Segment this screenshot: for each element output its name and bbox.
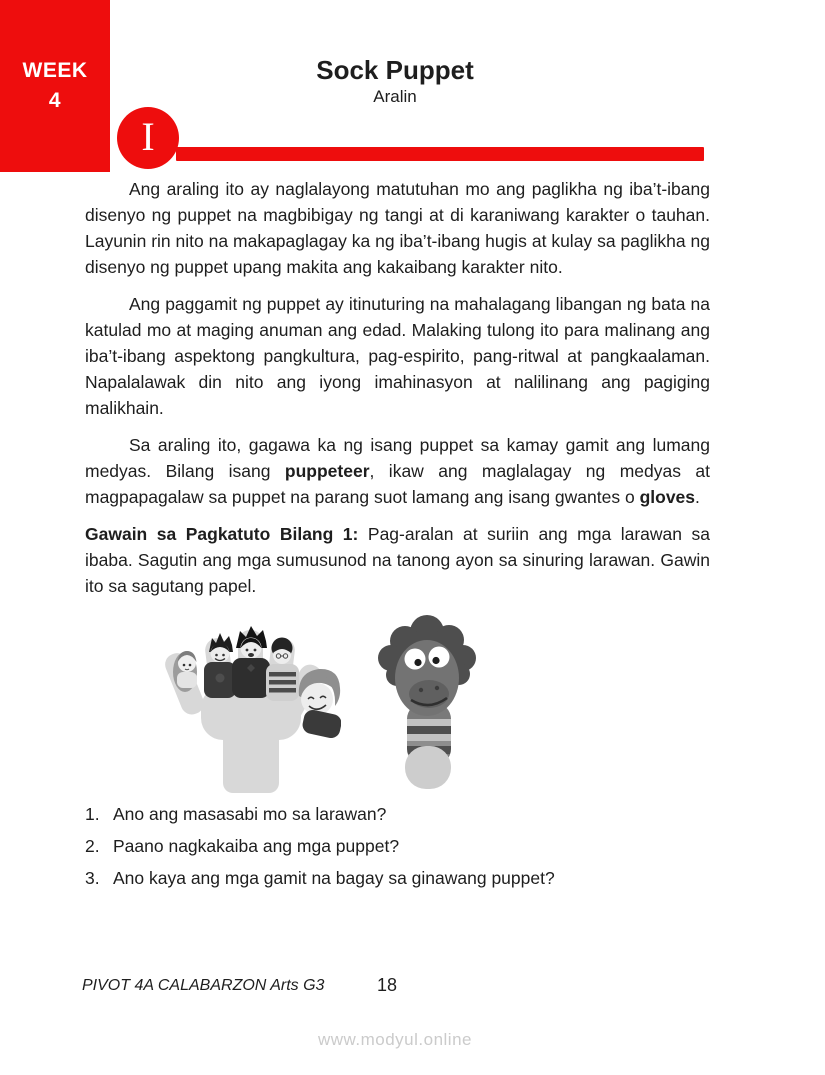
question-number: 1.	[85, 804, 100, 824]
sock-puppet-illustration	[367, 615, 485, 789]
title-block	[110, 56, 680, 107]
finger-puppets-illustration	[159, 610, 341, 794]
section-marker-circle	[117, 107, 179, 169]
question-item	[85, 830, 710, 862]
activity-heading: Gawain sa Pagkatuto Bilang 1:	[85, 524, 359, 544]
question-text: Ano kaya ang mga gamit na bagay sa ginawang puppet?	[113, 868, 555, 888]
activity-paragraph	[85, 521, 710, 599]
bold-term-gloves: gloves	[639, 487, 696, 507]
section-marker-letter: I	[141, 114, 155, 159]
puppet-mouth	[409, 680, 449, 708]
bold-term-puppeteer: puppeteer	[284, 461, 370, 481]
page-subtitle: Aralin	[373, 86, 417, 106]
week-badge	[0, 0, 110, 172]
question-item	[85, 862, 710, 894]
activity-instructions: Pag-aralan at suriin ang mga larawan sa ibaba. Sagutin ang mga sumusunod na tanong ayon sa sinuring larawan. Gawin ito sa sagutang papel.	[85, 524, 710, 596]
watermark: www.modyul.online	[317, 1030, 472, 1049]
finger-character-boy-happy	[299, 669, 341, 740]
question-number: 3.	[85, 868, 100, 888]
finger-character-boy-spiky	[232, 626, 270, 698]
body-content	[85, 176, 710, 894]
section-divider-bar	[176, 147, 704, 161]
questions-list	[85, 798, 710, 894]
sock-foot	[405, 746, 451, 789]
question-text: Paano nagkakaiba ang mga puppet?	[113, 836, 400, 856]
paragraph-3	[85, 432, 710, 510]
question-number: 2.	[85, 836, 100, 856]
paragraph-2: Ang paggamit ng puppet ay itinuturing na mahalagang libangan ng bata na katulad mo at maging anuman ang edad. Malaking tulong ito para malinang ang iba’t-ibang aspektong pangkultura, pag-espirito, pang-ritwal at pangkaalaman. Napalalawak din nito ang iyong imahinasyon at nalilinang ang pagiging malikhain.	[85, 294, 710, 418]
paragraph-3-text: Sa araling ito, gagawa ka ng isang puppet sa kamay gamit ang lumang medyas. Bilang isang	[85, 435, 710, 481]
paragraph-3-text: .	[695, 487, 700, 507]
paragraph-1: Ang araling ito ay naglalayong matutuhan mo ang paglikha ng iba’t-ibang disenyo ng puppet na magbibigay ng tangi at di karaniwang karakter o tauhan. Layunin rin nito na makapaglagay ka ng iba’t-ibang hugis at kulay sa paglikha ng disenyo ng puppet upang makita ang kakaibang karakter nito.	[85, 179, 710, 277]
week-number: 4	[48, 89, 62, 112]
page-number: 18	[377, 975, 398, 995]
page-title: Sock Puppet	[316, 55, 474, 85]
figures-row	[159, 610, 710, 794]
paragraph-3-text: , ikaw ang maglalagay ng medyas at magpapagalaw sa puppet na parang suot lamang ang isang gwantes o	[85, 461, 710, 507]
week-label: WEEK	[22, 58, 88, 82]
question-text: Ano ang masasabi mo sa larawan?	[113, 804, 387, 824]
question-item	[85, 798, 710, 830]
footer-source: PIVOT 4A CALABARZON Arts G3	[82, 977, 325, 994]
